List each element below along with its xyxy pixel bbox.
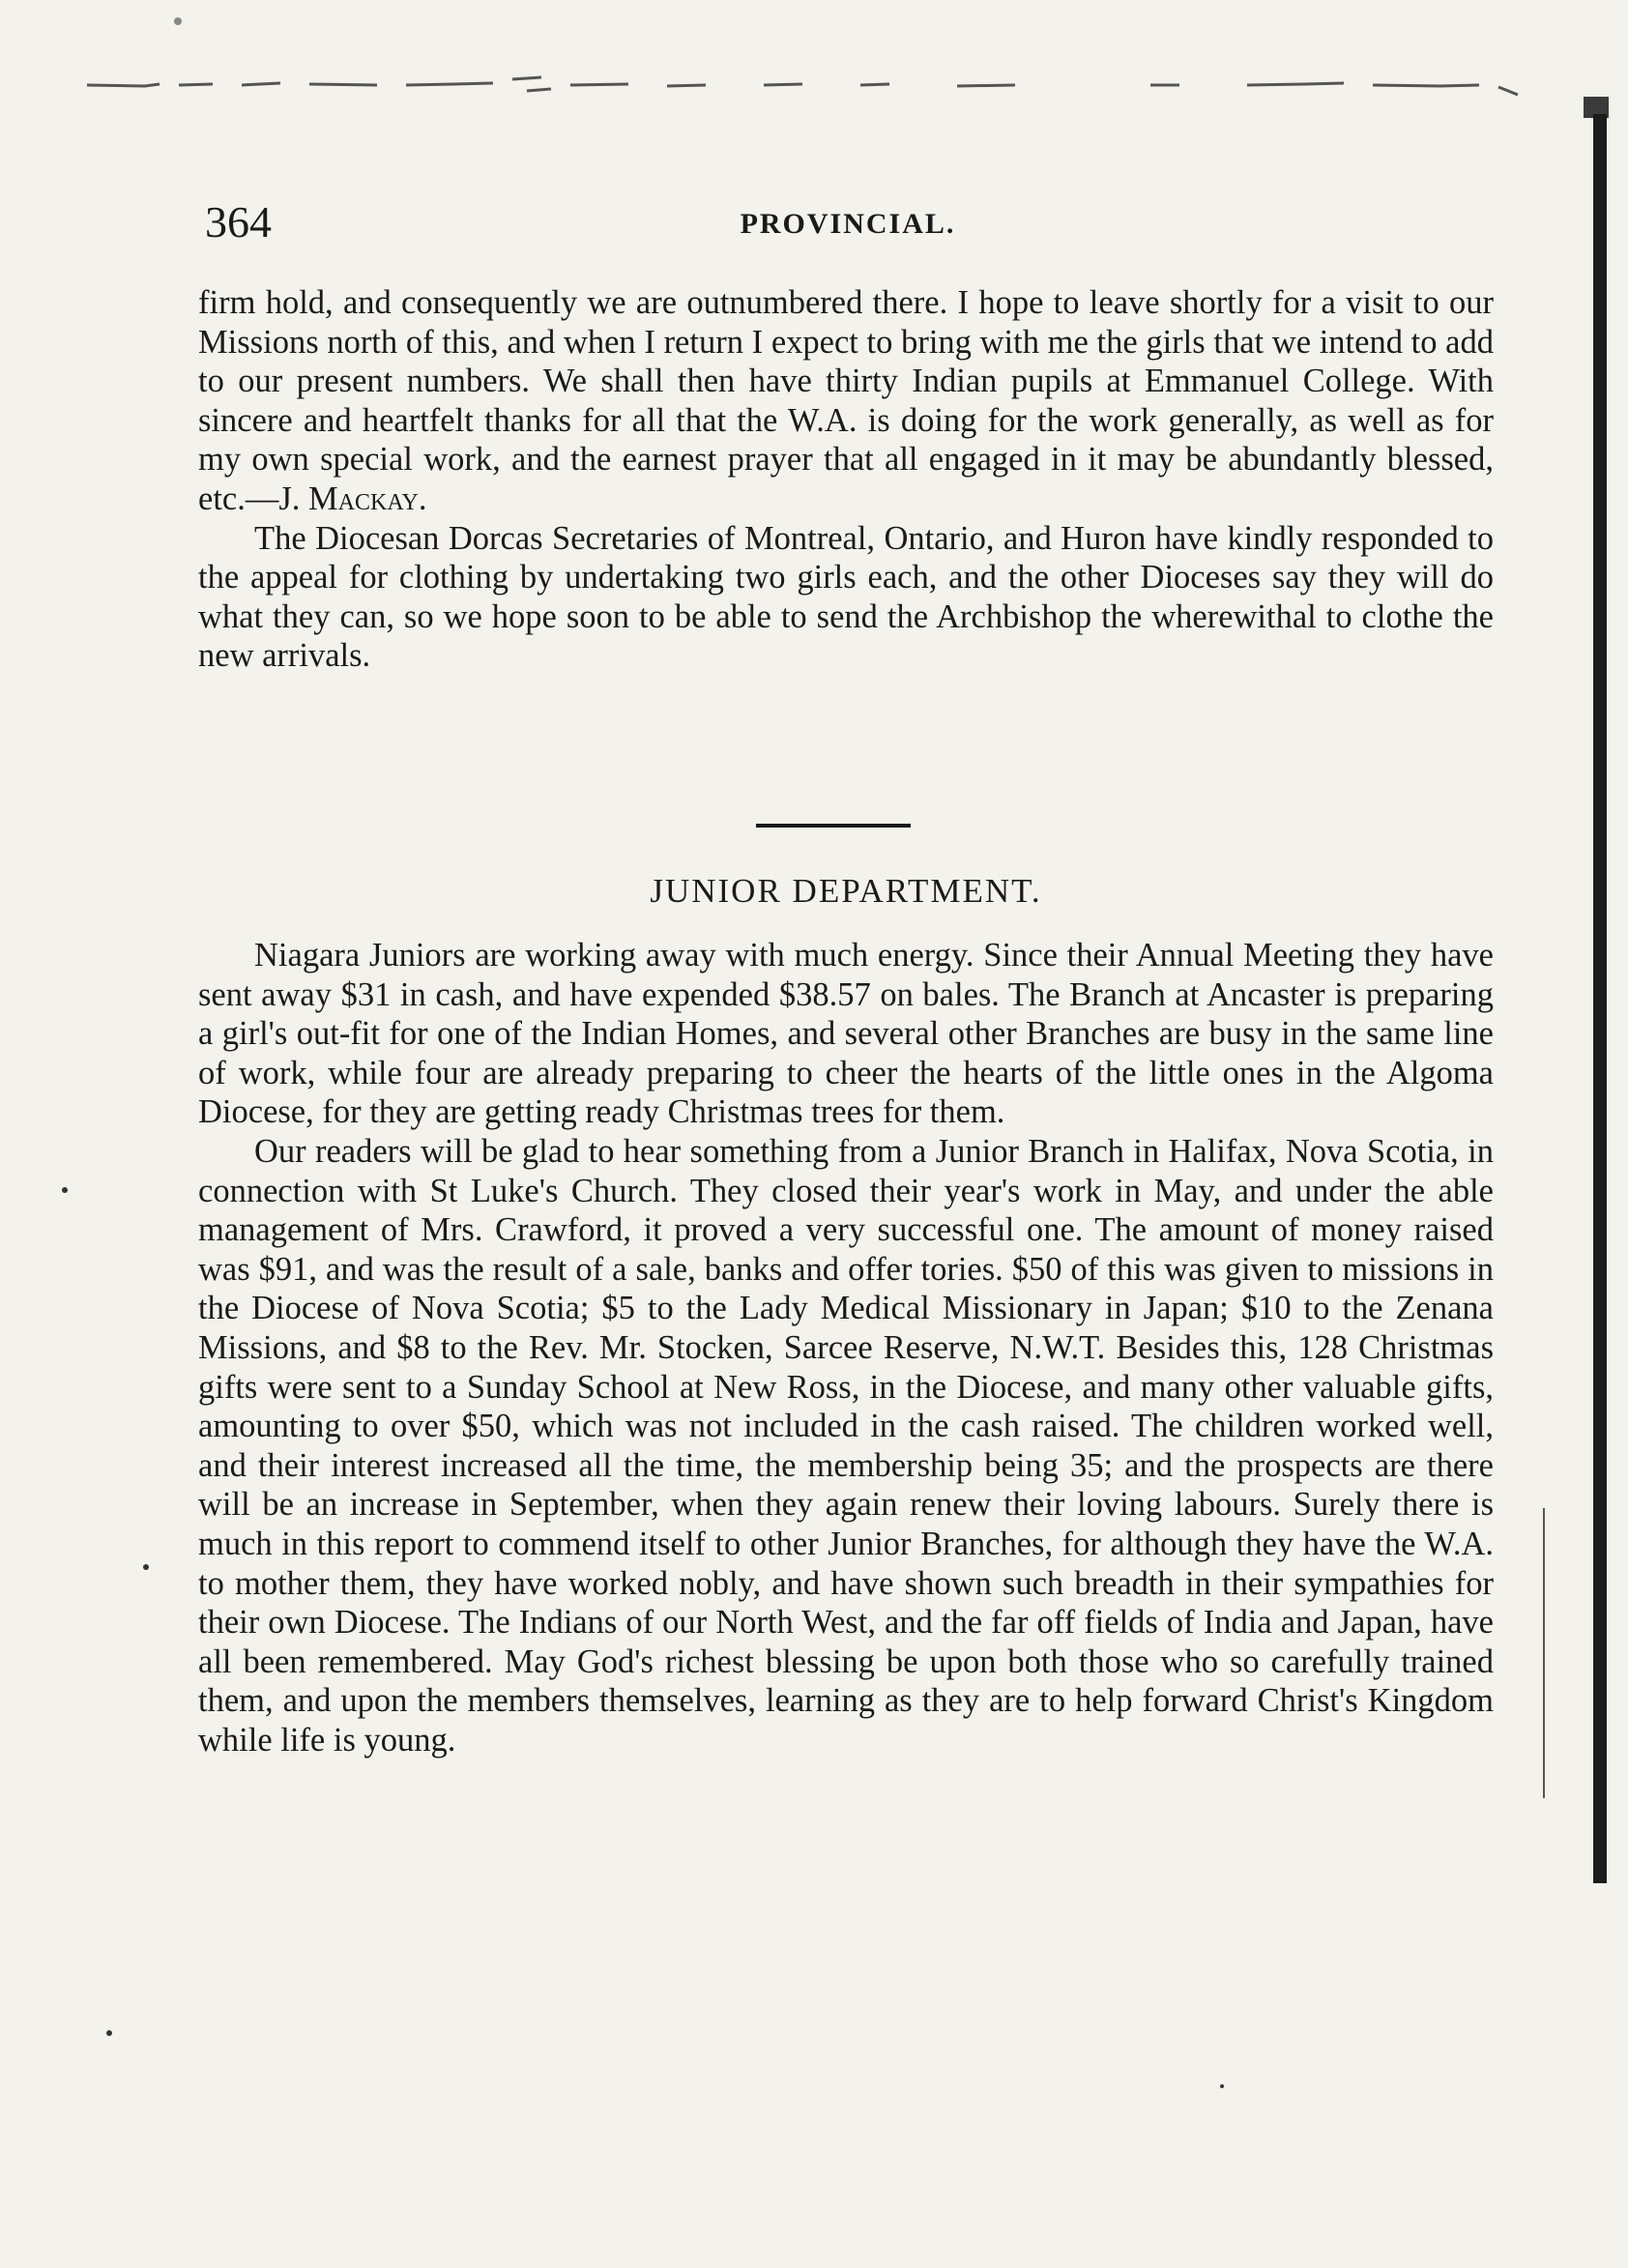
niagara-paragraph: Niagara Juniors are working away with much energy. Since their Annual Meeting they have sent away $31 in cash, and have expended $38.57 on bales. The Branch at Ancaster is preparing a girl's out-fit for one of the Indian Homes, and several other Branches are busy in the same line of work, while four are already preparing to cheer the hearts of the little ones in the Algoma Diocese, for they are getting ready Christmas trees for them. <box>198 937 1494 1131</box>
scan-speck <box>143 1564 149 1570</box>
dorcas-paragraph: The Diocesan Dorcas Secretaries of Montreal, Ontario, and Huron have kindly responded to the appeal for clothing by undertaking two girls each, and the other Dioceses say they will do what they can, so we hope soon to be able to send the Archbishop the wherewithal to clothe the new arrivals. <box>198 519 1494 675</box>
junior-department-body <box>198 936 1494 1759</box>
section-title: JUNIOR DEPARTMENT. <box>650 872 1042 910</box>
letter-signature: J. Mackay. <box>278 480 427 517</box>
scan-speck <box>106 2030 112 2036</box>
scan-binding-edge <box>1593 114 1607 1883</box>
scan-artifact-top <box>87 72 1556 99</box>
page-header <box>205 198 1491 256</box>
letter-body: firm hold, and consequently we are outnumbered there. I hope to leave shortly for a visit to our Missions north of this, and when I return I expect to bring with me the girls that we intend to add to our present numbers. We shall then have thirty Indian pupils at Emmanuel College. With sincere and heartfelt thanks for all that the W.A. is doing for the work generally, as well as for my own special work, and the earnest prayer that all engaged in it may be abundantly blessed, etc.— <box>198 284 1494 517</box>
scan-speck <box>1220 2084 1224 2088</box>
scan-speck <box>62 1187 68 1193</box>
letter-paragraph <box>198 283 1494 519</box>
section-divider <box>756 824 911 828</box>
letter-continuation <box>198 283 1494 676</box>
running-head: PROVINCIAL. <box>740 208 956 240</box>
scan-margin-mark <box>1543 1508 1549 1798</box>
halifax-paragraph: Our readers will be glad to hear something from a Junior Branch in Halifax, Nova Scotia, in connection with St Luke's Church. They closed their year's work in May, and under the able management of Mrs. Crawford, it proved a very successful one. The amount of money raised was $91, and was the result of a sale, banks and offer tories. $50 of this was given to missions in the Diocese of Nova Scotia; $5 to the Lady Medical Missionary in Japan; $10 to the Zenana Missions, and $8 to the Rev. Mr. Stocken, Sarcee Reserve, N.W.T. Besides this, 128 Christmas gifts were sent to a Sunday School at New Ross, in the Diocese, and many other valuable gifts, amounting to over $50, which was not included in the cash raised. The children worked well, and their interest increased all the time, the membership being 35; and the prospects are there will be an increase in September, when they again renew their loving labours. Surely there is much in this report to commend itself to other Junior Branches, for although they have the W.A. to mother them, they have worked nobly, and have shown such breadth in their sympathies for their own Diocese. The Indians of our North West, and the far off fields of India and Japan, have all been remembered. May God's richest blessing be upon both those who so carefully trained them, and upon the members themselves, learning as they are to help forward Christ's Kingdom while life is young. <box>198 1132 1494 1759</box>
scan-speck <box>174 17 182 25</box>
page-number: 364 <box>205 197 272 247</box>
